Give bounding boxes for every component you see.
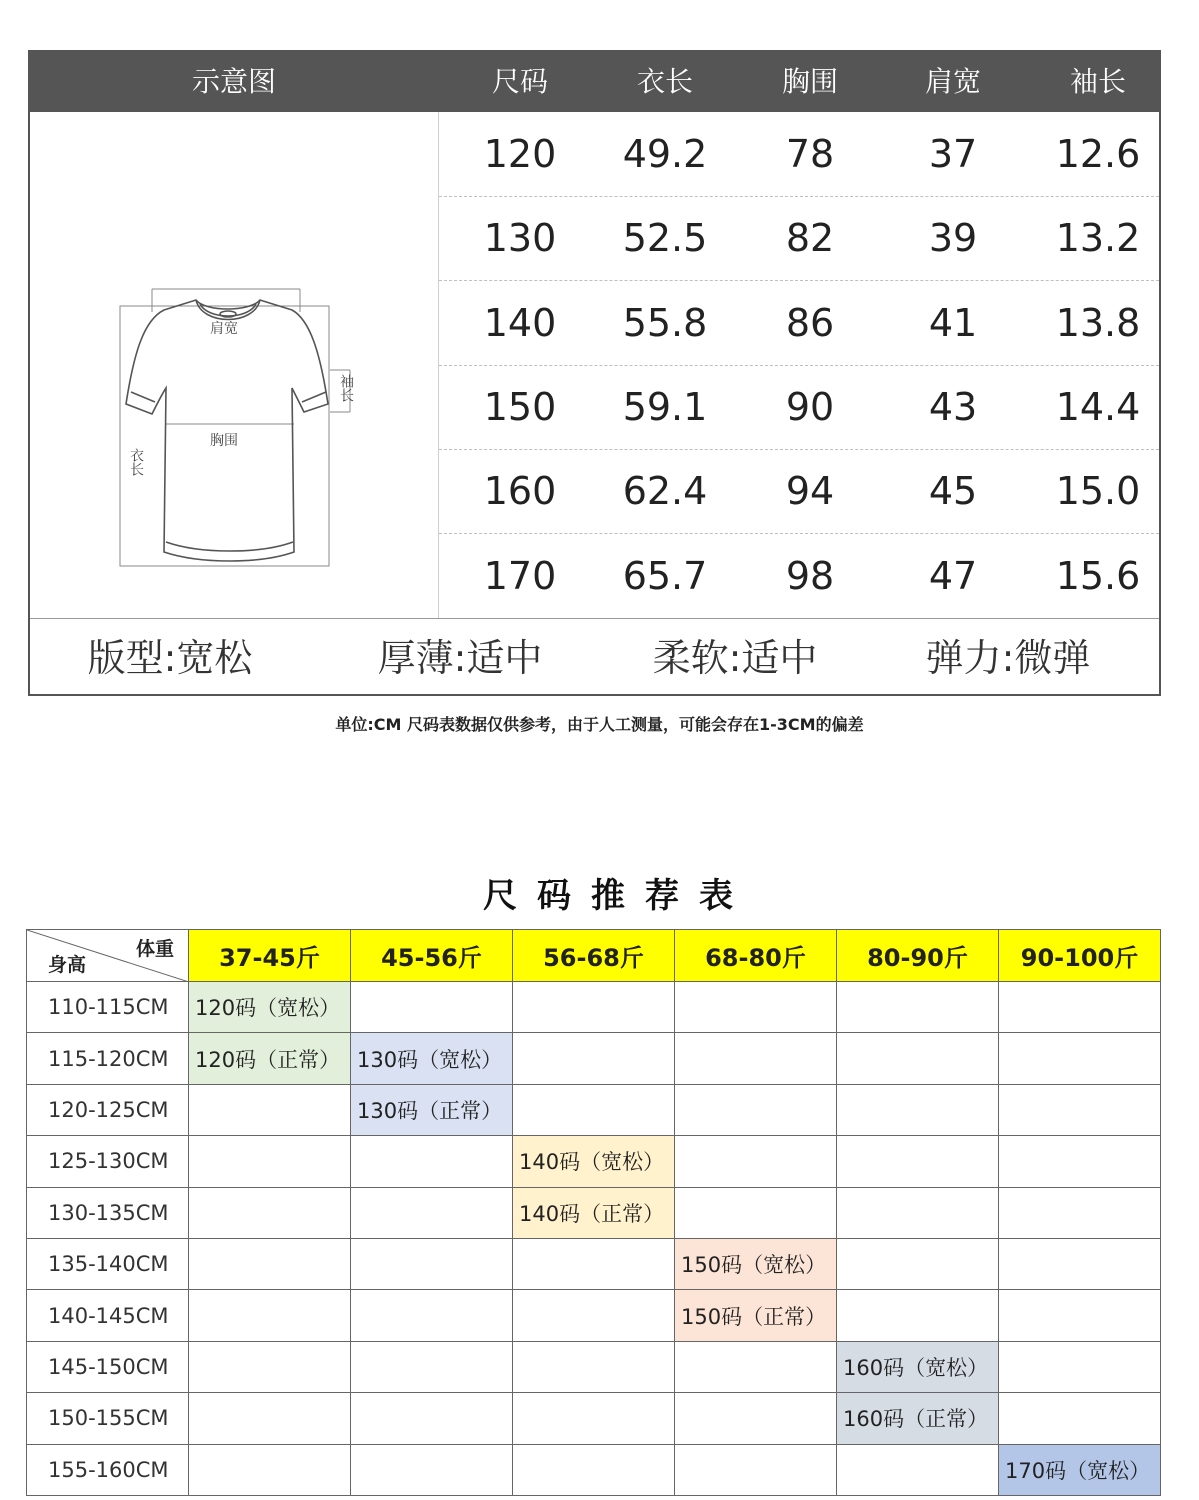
recommend-cell [351,1136,513,1187]
size-cell: 90 [785,384,835,429]
size-cell: 120 [483,132,557,176]
size-cell: 45 [928,469,978,514]
size-cell: 170 [483,553,557,598]
size-cell: 78 [785,132,835,176]
size-cell: 150 [483,384,557,429]
height-cell: 145-150CM [27,1341,189,1392]
size-cell: 47 [928,553,978,598]
size-cell: 13.8 [1055,300,1141,345]
size-table [28,50,1161,696]
size-cell: 49.2 [622,132,708,176]
height-cell: 155-160CM [27,1444,189,1495]
table-row [27,1187,1161,1238]
size-table-header [30,52,1159,112]
weight-header: 90-100斤 [999,930,1161,982]
table-row [27,982,1161,1033]
recommend-cell [351,1238,513,1289]
weight-header: 80-90斤 [837,930,999,982]
table-row [27,1444,1161,1495]
size-cell: 39 [928,216,978,261]
recommend-cell [513,1341,675,1392]
recommend-cell [837,1084,999,1135]
recommend-cell [999,1393,1161,1444]
recommend-cell [999,1290,1161,1341]
tshirt-diagram [30,112,439,618]
recommend-cell [513,982,675,1033]
recommend-cell: 140码（宽松） [513,1136,675,1187]
recommend-cell [189,1136,351,1187]
recommend-cell: 120码（正常） [189,1033,351,1084]
size-cell: 15.6 [1055,553,1141,598]
size-table-rows [439,112,1159,618]
tshirt-icon [30,112,438,618]
table-row [27,1290,1161,1341]
size-cell: 82 [785,216,835,261]
recommend-cell [837,1033,999,1084]
height-cell: 125-130CM [27,1136,189,1187]
size-cell: 15.0 [1055,469,1141,514]
recommend-cell: 130码（宽松） [351,1033,513,1084]
recommend-cell: 130码（正常） [351,1084,513,1135]
size-cell: 12.6 [1055,132,1141,176]
table-corner [27,930,189,982]
recommend-cell [675,982,837,1033]
size-cell: 41 [928,300,978,345]
attr-elasticity: 弹力:微弹 [925,636,1091,680]
recommend-cell [999,1033,1161,1084]
attr-fit: 版型:宽松 [87,636,253,680]
recommend-cell [189,1393,351,1444]
diagram-label-chest: 胸围 [210,433,238,449]
height-cell: 120-125CM [27,1084,189,1135]
size-cell: 55.8 [622,300,708,345]
recommend-cell [675,1033,837,1084]
recommend-table [26,929,1161,1496]
recommend-cell [837,1290,999,1341]
recommend-cell [513,1033,675,1084]
table-row [27,1084,1161,1135]
recommend-cell [999,1084,1161,1135]
weight-header: 37-45斤 [189,930,351,982]
weight-header: 56-68斤 [513,930,675,982]
recommend-cell [351,982,513,1033]
table-row [27,1393,1161,1444]
size-cell: 65.7 [622,553,708,598]
size-cell: 160 [483,469,557,514]
recommend-cell: 150码（正常） [675,1290,837,1341]
attr-thickness: 厚薄:适中 [377,636,543,680]
recommend-cell [837,1187,999,1238]
recommend-cell [999,1238,1161,1289]
recommend-cell [999,1187,1161,1238]
weight-header: 68-80斤 [675,930,837,982]
diagram-label-shoulder: 肩宽 [210,321,238,337]
height-cell: 135-140CM [27,1238,189,1289]
diagram-label-length: 衣长 [128,448,144,476]
measurement-note: 单位:CM 尺码表数据仅供参考，由于人工测量，可能会存在1-3CM的偏差 [335,715,864,734]
recommend-cell [999,1136,1161,1187]
height-cell: 115-120CM [27,1033,189,1084]
recommend-cell [513,1290,675,1341]
size-row [439,112,1159,197]
recommend-cell [351,1444,513,1495]
recommend-cell [837,1444,999,1495]
recommend-cell: 150码（宽松） [675,1238,837,1289]
size-cell: 140 [483,300,557,345]
size-cell: 13.2 [1055,216,1141,261]
header-size: 尺码 [491,65,548,98]
recommend-cell [675,1444,837,1495]
recommend-cell [351,1187,513,1238]
size-row [439,449,1159,534]
recommend-cell [837,982,999,1033]
weight-header: 45-56斤 [351,930,513,982]
recommend-cell: 120码（宽松） [189,982,351,1033]
header-chest: 胸围 [781,65,838,98]
recommend-cell [675,1393,837,1444]
size-row [439,281,1159,366]
recommend-cell [513,1238,675,1289]
header-diagram: 示意图 [191,65,276,98]
size-cell: 52.5 [622,216,708,261]
size-cell: 86 [785,300,835,345]
recommend-cell [189,1444,351,1495]
recommend-cell [999,982,1161,1033]
recommend-cell [189,1290,351,1341]
table-row [27,1033,1161,1084]
size-cell: 62.4 [622,469,708,514]
diagram-label-sleeve: 袖长 [338,374,354,402]
table-row [27,1136,1161,1187]
recommend-cell [837,1238,999,1289]
recommend-cell [513,1084,675,1135]
recommend-cell [675,1084,837,1135]
size-cell: 43 [928,384,978,429]
recommend-cell [837,1136,999,1187]
recommend-title: 尺码推荐表 [483,876,753,916]
size-cell: 14.4 [1055,384,1141,429]
height-cell: 140-145CM [27,1290,189,1341]
table-row [27,1238,1161,1289]
size-cell: 59.1 [622,384,708,429]
recommend-cell: 170码（宽松） [999,1444,1161,1495]
recommend-cell: 160码（正常） [837,1393,999,1444]
size-row [439,365,1159,450]
recommend-cell [675,1187,837,1238]
header-shoulder: 肩宽 [924,65,981,98]
recommend-cell [189,1341,351,1392]
size-cell: 130 [483,216,557,261]
recommend-cell: 160码（宽松） [837,1341,999,1392]
attr-softness: 柔软:适中 [652,636,818,680]
header-sleeve: 袖长 [1069,65,1126,98]
corner-weight-label: 体重 [135,938,174,960]
recommend-cell [351,1341,513,1392]
size-row [439,196,1159,281]
recommend-cell [189,1084,351,1135]
recommend-cell: 140码（正常） [513,1187,675,1238]
fabric-attributes [30,618,1159,695]
size-cell: 37 [928,132,978,176]
corner-height-label: 身高 [48,954,87,976]
recommend-cell [189,1187,351,1238]
size-cell: 94 [785,469,835,514]
recommend-cell [351,1393,513,1444]
recommend-cell [351,1290,513,1341]
recommend-cell [999,1341,1161,1392]
height-cell: 130-135CM [27,1187,189,1238]
recommend-cell [513,1444,675,1495]
recommend-cell [675,1136,837,1187]
recommend-cell [675,1341,837,1392]
size-cell: 98 [785,553,835,598]
header-length: 衣长 [636,65,693,98]
recommend-cell [189,1238,351,1289]
height-cell: 150-155CM [27,1393,189,1444]
recommend-cell [513,1393,675,1444]
table-row [27,1341,1161,1392]
size-row [439,534,1159,618]
height-cell: 110-115CM [27,982,189,1033]
